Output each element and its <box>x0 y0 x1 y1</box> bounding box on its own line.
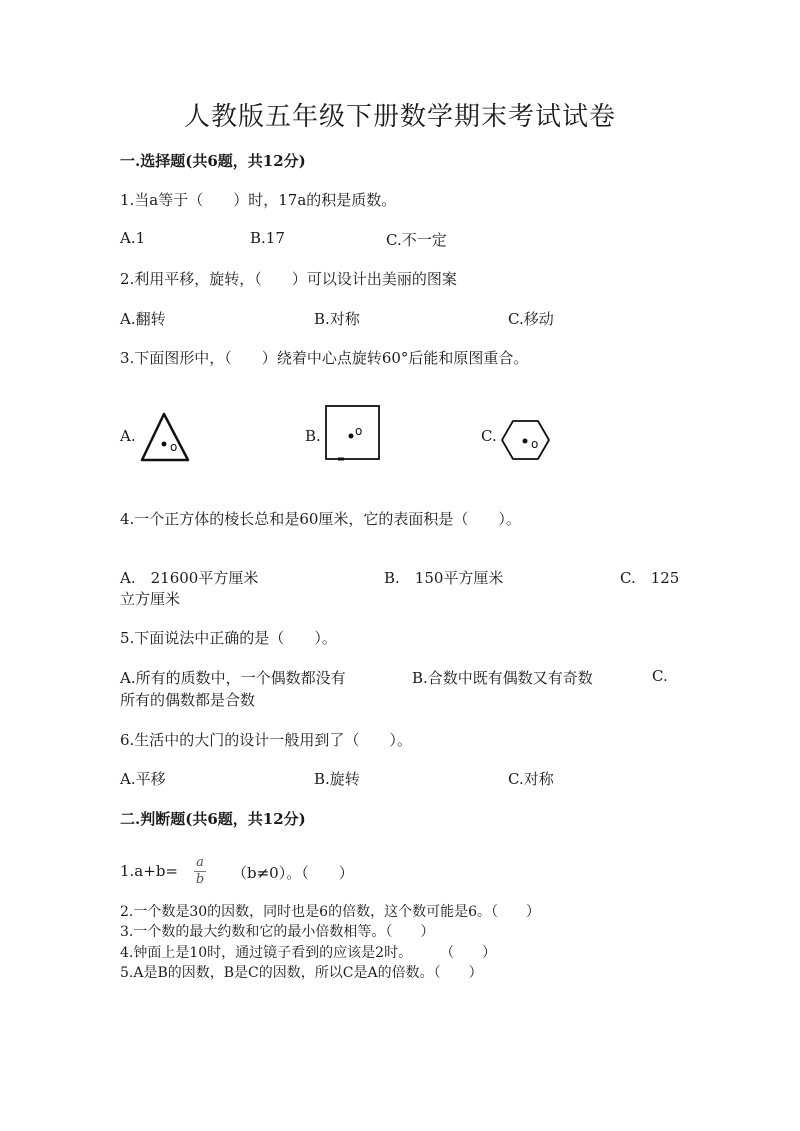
fraction-denominator: b <box>195 872 205 887</box>
q6-option-b[interactable]: B.旋转 <box>314 770 360 788</box>
page-title: 人教版五年级下册数学期末考试试卷 <box>183 102 616 132</box>
q5-option-c-continued: 所有的偶数都是合数 <box>120 691 256 709</box>
judgement-5: 5.A是B的因数，B是C的因数，所以C是A的倍数。（ ） <box>120 965 483 981</box>
q2-option-a[interactable]: A.翻转 <box>120 310 166 328</box>
q3-option-b[interactable]: B. <box>305 427 321 445</box>
q6-option-a[interactable]: A.平移 <box>120 770 166 788</box>
center-mark: o <box>170 440 178 454</box>
judgement-1-prefix: 1.a+b= <box>120 862 178 880</box>
triangle-figure <box>140 410 192 462</box>
q4-option-b[interactable]: B. 150平方厘米 <box>384 569 504 587</box>
q5-option-a[interactable]: A.所有的质数中，一个偶数都没有 <box>120 669 346 687</box>
judgement-4: 4.钟面上是10时，通过镜子看到的应该是2时。 （ ） <box>120 945 497 961</box>
q1-option-c[interactable]: C.不一定 <box>386 231 447 249</box>
question-6: 6.生活中的大门的设计一般用到了（ ）。 <box>120 731 412 749</box>
q4-option-c-continued: 立方厘米 <box>120 590 181 608</box>
square-figure <box>324 404 382 462</box>
fraction-numerator: a <box>196 855 204 870</box>
q1-option-a[interactable]: A.1 <box>120 229 146 247</box>
question-3: 3.下面图形中，（ ）绕着中心点旋转60°后能和原图重合。 <box>120 349 529 367</box>
q1-option-b[interactable]: B.17 <box>250 229 285 247</box>
q6-option-c[interactable]: C.对称 <box>508 770 554 788</box>
center-mark: o <box>355 424 363 438</box>
q2-option-b[interactable]: B.对称 <box>314 310 360 328</box>
question-4: 4.一个正方体的棱长总和是60厘米，它的表面积是（ ）。 <box>120 510 521 528</box>
q4-option-c[interactable]: C. 125 <box>620 569 680 587</box>
question-2: 2.利用平移，旋转，（ ）可以设计出美丽的图案 <box>120 270 457 288</box>
question-5: 5.下面说法中正确的是（ ）。 <box>120 629 337 647</box>
judgement-2: 2.一个数是30的因数，同时也是6的倍数，这个数可能是6。（ ） <box>120 904 540 920</box>
hexagon-figure <box>500 418 552 464</box>
center-mark: o <box>531 437 539 451</box>
section-heading-judgement: 二.判断题(共6题，共12分) <box>120 810 306 828</box>
q4-option-a[interactable]: A. 21600平方厘米 <box>120 569 259 587</box>
question-1: 1.当a等于（ ）时，17a的积是质数。 <box>120 191 397 209</box>
q5-option-c[interactable]: C. <box>652 667 668 685</box>
q2-option-c[interactable]: C.移动 <box>508 310 554 328</box>
q5-option-b[interactable]: B.合数中既有偶数又有奇数 <box>412 669 593 687</box>
section-heading-choice: 一.选择题(共6题，共12分) <box>120 152 306 170</box>
q3-option-c[interactable]: C. <box>481 427 497 445</box>
q3-option-a[interactable]: A. <box>120 427 136 445</box>
judgement-3: 3.一个数的最大约数和它的最小倍数相等。（ ） <box>120 924 435 940</box>
judgement-1-suffix: （b≠0）。（ ） <box>232 864 354 882</box>
